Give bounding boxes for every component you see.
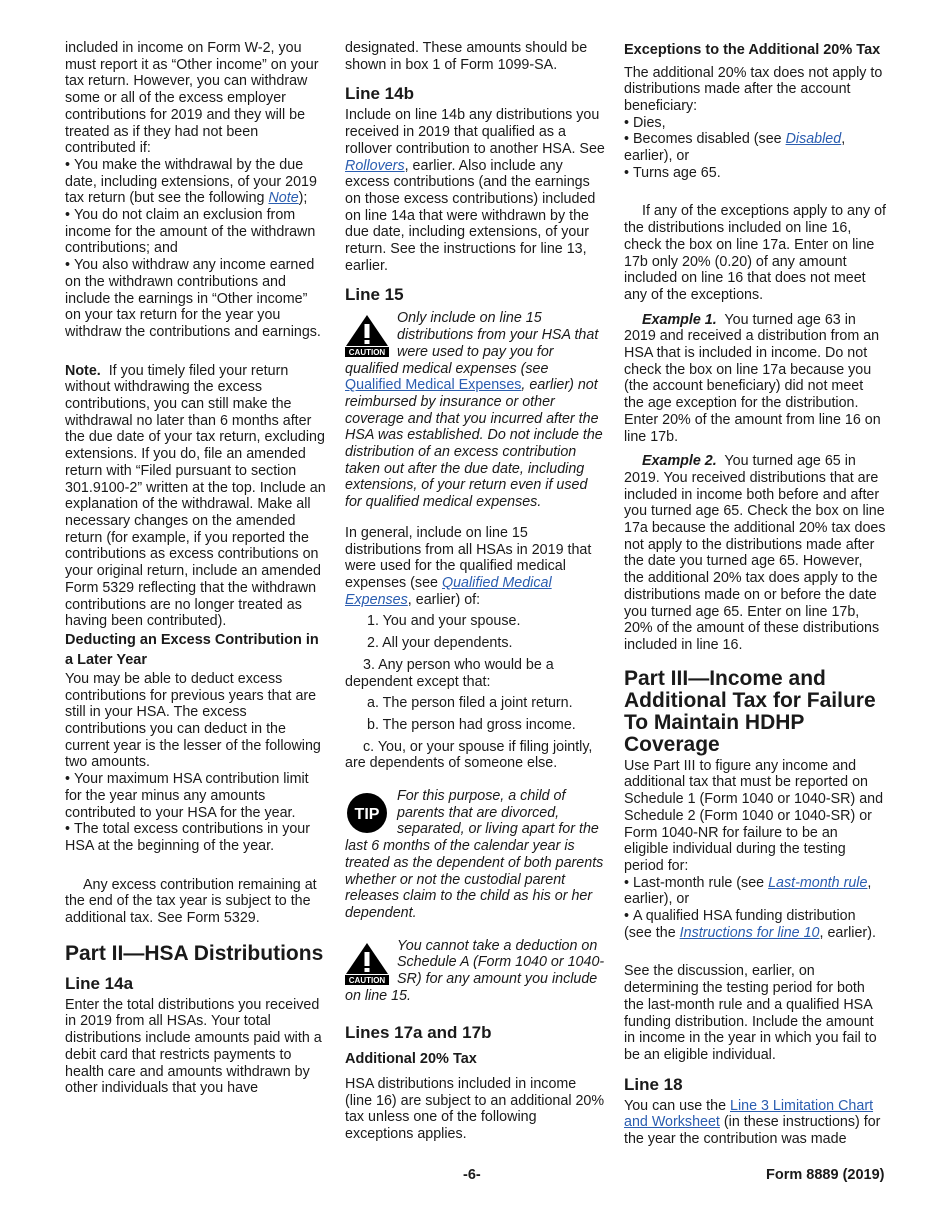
rollovers-link[interactable]: Rollovers: [345, 157, 405, 174]
paragraph: The additional 20% tax does not apply to distributions made after the account beneficiary:: [624, 64, 883, 114]
list-item: a. The person filed a joint return.: [367, 695, 573, 712]
heading-part-iii: Part III—Income and Additional Tax for Failure To Maintain HDHP Coverage: [624, 666, 876, 756]
heading-exceptions: Exceptions to the Additional 20% Tax: [624, 42, 881, 58]
page-number: -6-: [463, 1167, 481, 1183]
caution-note: CAUTION You cannot take a deduction on Schedule A (Form 1040 or 1040-SR) for any amount you include on line 15.: [345, 937, 605, 1004]
caution-icon: [345, 313, 389, 357]
list-item: b. The person had gross income.: [367, 716, 576, 733]
paragraph: You can use the Line 3 Limitation Chart and Worksheet (in these instructions) for the year the contribution was made: [624, 1097, 881, 1148]
example-2: Example 2. You turned age 65 in 2019. You received distributions that are included in income both before and after you turned age 65. Check the box on line 17a because the additional 20% tax does not apply to the distributions made after the date you turned age 65. However, the additional 20% tax does apply to the distributions made on or before the date you turned age 65. Enter on line 17b, 20% of the amount of these distributions included in line 16.: [624, 453, 886, 653]
paragraph: In general, include on line 15 distributions from all HSAs in 2019 that were used for the qualified medical expenses (see Qualified Medical Expenses, earlier) of:: [345, 524, 592, 608]
caution-icon: [345, 941, 389, 985]
qualified-medical-expenses-link[interactable]: Qualified Medical Expenses: [345, 377, 522, 394]
bullet-item: • Becomes disabled (see Disabled, earlier), or: [624, 131, 886, 164]
qualified-medical-expenses-link-2[interactable]: Qualified Medical Expenses: [345, 574, 552, 608]
line-3-limitation-chart-link[interactable]: Line 3 Limitation Chart and Worksheet: [624, 1097, 874, 1131]
paragraph: Use Part III to figure any income and additional tax that must be reported on Schedule 1 (Form 1040 or 1040-SR) and Schedule 2 (Form 1040 or 1040-SR) or Form 1040-NR for failure to be an eligible individual during the testing period for:: [624, 757, 884, 874]
heading-part-ii: Part II—HSA Distributions: [65, 941, 324, 965]
paragraph: Any excess contribution remaining at the end of the tax year is subject to the additional tax. See Form 5329.: [65, 876, 317, 927]
instructions-line-10-link[interactable]: Instructions for line 10: [679, 924, 820, 941]
paragraph: Include on line 14b any distributions you received in 2019 that qualified as a rollover contribution to another HSA. See Rollovers, earlier. Also include any excess contributions (and the earnings on those excess contributions) included on line 14a that were withdrawn by the due date, including extensions, of your return. See the instructions for line 13, earlier.: [345, 107, 605, 274]
bullet-item: • Last-month rule (see Last-month rule, earlier), or: [624, 875, 886, 908]
list-item: c. You, or your spouse if filing jointly, are dependents of someone else.: [345, 738, 593, 772]
heading-line-15: Line 15: [345, 285, 404, 305]
tip-note: TIP For this purpose, a child of parents that are divorced, separated, or living apart for the last 6 months of the calendar year is treated as the dependent of both parents whether or not the custodial parent releases claim to the child as his or her dependent.: [345, 788, 604, 921]
disabled-link[interactable]: Disabled: [785, 131, 842, 148]
heading-deducting-excess: Deducting an Excess Contribution in a Later Year: [65, 631, 319, 669]
paragraph: See the discussion, earlier, on determining the testing period for both the last-month rule and a qualified HSA funding distribution. Include the amount in income in the year in which you fail to be an eligible individual.: [624, 963, 877, 1063]
bullet-item: • Your maximum HSA contribution limit for the year minus any amounts contributed to your HSA for the year.: [65, 771, 327, 821]
column-right: [624, 40, 886, 1148]
list-item: 3. Any person who would be a dependent except that:: [345, 656, 554, 690]
bullet-item: • You make the withdrawal by the due date, including extensions, of your 2019 tax return (but see the following Note);: [65, 157, 327, 207]
list-item: 1. You and your spouse.: [367, 613, 521, 630]
bullet-item: • You also withdraw any income earned on the withdrawn contributions and include the earnings in “Other income” on your tax return for the year you withdraw the contributions and earnings.: [65, 257, 327, 341]
svg-text:CAUTION: CAUTION: [348, 348, 386, 358]
tip-icon: [345, 791, 389, 835]
note-link[interactable]: Note: [268, 190, 299, 207]
column-left: [65, 40, 327, 1097]
paragraph: designated. These amounts should be shown in box 1 of Form 1099-SA.: [345, 40, 588, 73]
bullet-item: • You do not claim an exclusion from income for the amount of the withdrawn contributions; and: [65, 207, 327, 257]
last-month-rule-link[interactable]: Last-month rule: [768, 874, 868, 891]
bullet-item: • A qualified HSA funding distribution (see the Instructions for line 10, earlier).: [624, 908, 886, 941]
heading-lines-17a-17b: Lines 17a and 17b: [345, 1023, 492, 1043]
paragraph: You may be able to deduct excess contributions for previous years that are still in your HSA. The excess contributions you can deduct in the current year is the lesser of the following two amounts.: [65, 670, 321, 771]
svg-text:CAUTION: CAUTION: [348, 975, 386, 985]
heading-line-14a: Line 14a: [65, 973, 134, 993]
note-label: Note.: [65, 362, 101, 379]
paragraph: HSA distributions included in income (line 16) are subject to an additional 20% tax unless one of the following exceptions applies.: [345, 1075, 605, 1143]
form-label: Form 8889 (2019): [766, 1167, 885, 1183]
heading-line-18: Line 18: [624, 1074, 683, 1094]
paragraph: If any of the exceptions apply to any of the distributions included on line 16, check the box on line 17a. Enter on line 17b only 20% (0.20) of any amount included on line 16 that does not meet any of the exceptions.: [624, 203, 886, 303]
note-paragraph: Note. If you timely filed your return without withdrawing the excess contributions, you can still make the withdrawal no later than 6 months after the due date of your tax return, excluding extensions. If you do, file an amended return with “Filed pursuant to section 301.9100-2” written at the top. Include an explanation of the withdrawal. Make all necessary changes on the amended return (for example, if you reported the contributions as excess contributions on your original return, include an amended Form 5329 reflecting that the withdrawn contributions are no longer treated as having been contributed).: [65, 362, 326, 630]
svg-text:TIP: TIP: [354, 806, 380, 824]
list-item: 2. All your dependents.: [367, 635, 513, 652]
caution-note: CAUTION Only include on line 15 distributions from your HSA that were used to pay you for qualified medical expenses (see Qualified Medical Expenses, earlier) not reimbursed by insurance or other coverage and that you incurred after the HSA was established. Do not include the distribution of an excess contribution taken out after the due date, including extensions, of your return even if used for qualified medical expenses.: [345, 310, 603, 511]
heading-line-14b: Line 14b: [345, 84, 414, 104]
dependents-list: [345, 613, 607, 772]
bullet-item: • Dies,: [624, 115, 886, 132]
paragraph: Enter the total distributions you received in 2019 from all HSAs. Your total distributions include amounts paid with a debit card that restricts payments to health care and amounts withdrawn by other individuals that you have: [65, 996, 322, 1097]
bullet-item: • Turns age 65.: [624, 165, 886, 182]
paragraph: included in income on Form W-2, you must report it as “Other income” on your tax return. However, you can withdraw some or all of the excess employer contributions for 2019 and they will be treated as if they had not been contributed if:: [65, 40, 319, 157]
heading-additional-20-tax: Additional 20% Tax: [345, 1051, 477, 1068]
column-middle: [345, 40, 607, 1143]
bullet-item: • The total excess contributions in your HSA at the beginning of the year.: [65, 821, 327, 854]
example-1: Example 1. You turned age 63 in 2019 and received a distribution from an HSA that is included in income. Do not check the box on line 17a because you (the account beneficiary) did not meet the age exception for the distribution. Enter 20% of the amount from line 16 on line 17b.: [624, 311, 881, 445]
